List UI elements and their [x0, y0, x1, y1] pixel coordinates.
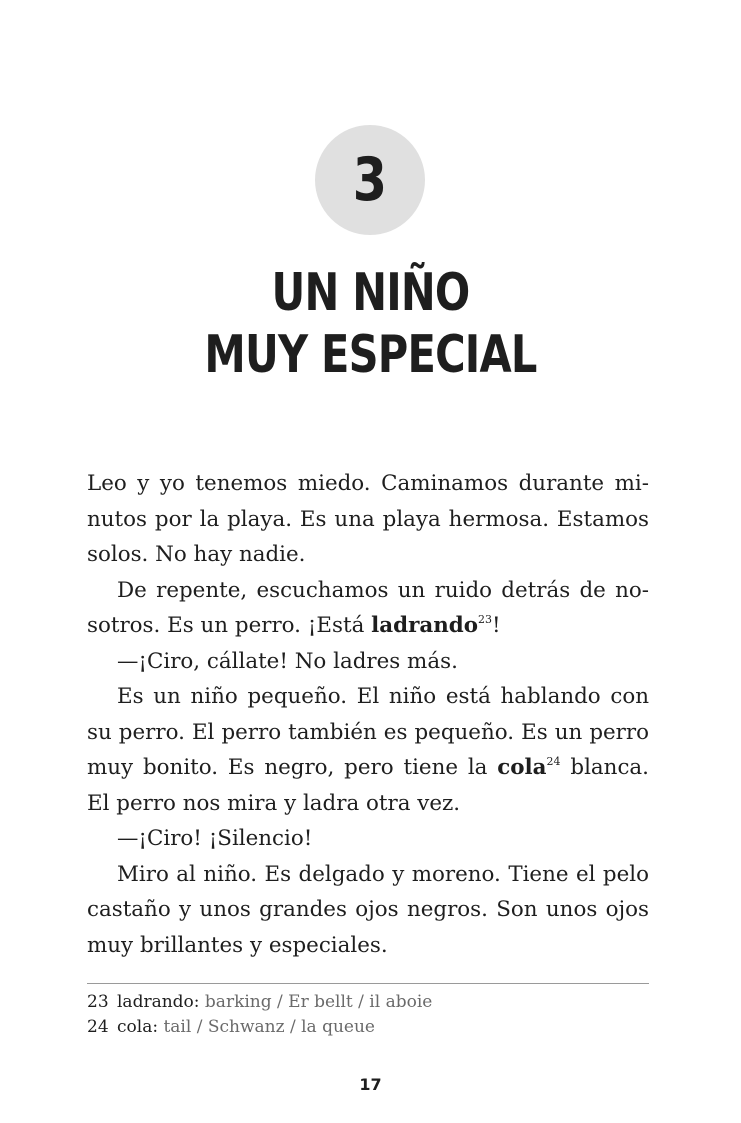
paragraph-3: —¡Ciro, cállate! No ladres más.	[117, 648, 458, 674]
footnote-number: 23	[87, 992, 109, 1012]
footnote-number: 24	[87, 1017, 109, 1037]
footnotes	[87, 990, 649, 1040]
paragraph-6: Miro al niño. Es delgado y moreno. Tiene el pelo castaño y unos grandes ojos negros. Son unos ojos muy brillantes y especiales.	[87, 861, 649, 958]
footnote-23	[87, 990, 649, 1015]
chapter-number: 3	[352, 145, 388, 215]
footnote-definition: barking / Er bellt / il aboie	[204, 992, 433, 1012]
footnote-ref-23: 23	[477, 613, 492, 626]
footnote-divider	[87, 983, 649, 984]
paragraph-4	[87, 679, 649, 821]
footnote-term: ladrando:	[117, 992, 200, 1012]
paragraph-2-text-after: !	[491, 613, 501, 638]
vocab-term-ladrando: ladrando	[371, 613, 478, 638]
chapter-number-badge	[315, 125, 425, 235]
paragraph-2	[87, 573, 649, 644]
chapter-title-line-1: UN NIÑO	[271, 263, 470, 323]
chapter-body	[87, 466, 649, 963]
paragraph-4-text-before: Es un niño pequeño. El niño está hablando con su perro. El perro también es pequeño. Es un perro muy bonito. Es negro, pero tiene la	[87, 684, 649, 780]
footnote-24	[87, 1015, 649, 1040]
chapter-title-line-2: MUY ESPECIAL	[204, 325, 537, 385]
paragraph-4-text-after: blanca. El perro nos mira y ladra otra vez.	[87, 755, 649, 816]
paragraph-5: —¡Ciro! ¡Silencio!	[117, 826, 313, 851]
page-number: 17	[359, 1075, 382, 1094]
chapter-title	[0, 262, 741, 386]
paragraph-1: Leo y yo tenemos miedo. Caminamos durante minutos por la playa. Es una playa hermosa. Estamos solos. No hay nadie.	[87, 471, 649, 567]
footnote-term: cola:	[117, 1017, 159, 1037]
footnote-definition: tail / Schwanz / la queue	[163, 1017, 375, 1037]
footnote-ref-24: 24	[546, 755, 561, 768]
vocab-term-cola: cola	[497, 755, 547, 780]
paragraph-2-text-before: De repente, escuchamos un ruido detrás de nosotros. Es un perro. ¡Está	[87, 577, 649, 638]
